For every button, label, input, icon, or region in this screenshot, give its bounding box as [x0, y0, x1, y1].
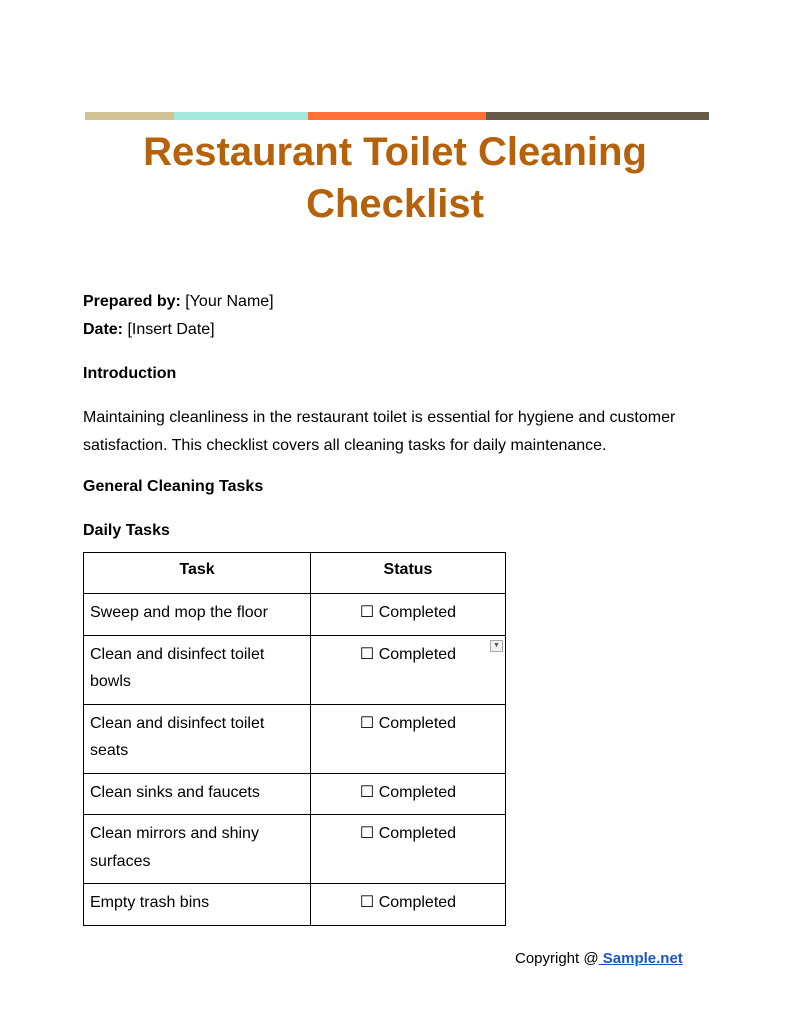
date-value: [Insert Date] — [127, 321, 215, 338]
task-cell: Clean and disinfect toilet seats — [84, 704, 311, 773]
task-cell: Empty trash bins — [84, 884, 311, 926]
table-row — [84, 773, 506, 815]
copyright-text: Copyright @ — [515, 950, 599, 967]
status-checkbox[interactable]: ☐ Completed — [311, 815, 506, 884]
daily-tasks-heading: Daily Tasks — [83, 522, 170, 539]
dropdown-arrow-icon[interactable]: ▼ — [490, 640, 503, 652]
status-checkbox[interactable]: ☐ Completed — [311, 594, 506, 636]
table-row — [84, 884, 506, 926]
table-row — [84, 594, 506, 636]
column-header-task: Task — [84, 553, 311, 594]
status-checkbox[interactable]: ☐ Completed — [311, 773, 506, 815]
general-tasks-heading: General Cleaning Tasks — [83, 478, 264, 495]
task-cell: Clean mirrors and shiny surfaces — [84, 815, 311, 884]
prepared-by-line — [83, 293, 274, 311]
bar-segment-mint — [174, 112, 308, 120]
date-line — [83, 321, 215, 339]
introduction-text: Maintaining cleanliness in the restaurant toilet is essential for hygiene and customer satisfaction. This checklist covers all cleaning tasks for daily maintenance. — [83, 409, 676, 454]
table-row — [84, 815, 506, 884]
task-cell: Clean and disinfect toilet bowls — [84, 635, 311, 704]
table-row — [84, 704, 506, 773]
status-checkbox[interactable]: ☐ Completed — [311, 704, 506, 773]
prepared-by-value: [Your Name] — [185, 293, 274, 310]
introduction-heading: Introduction — [83, 365, 177, 382]
page-title: Restaurant Toilet Cleaning Checklist — [143, 130, 647, 226]
column-header-status: Status — [311, 553, 506, 594]
footer-copyright — [515, 950, 683, 967]
status-checkbox[interactable]: ☐ Completed — [359, 645, 457, 663]
prepared-by-label: Prepared by: — [83, 293, 181, 310]
daily-tasks-table — [83, 552, 506, 926]
decorative-color-bar — [85, 112, 709, 120]
task-cell: Clean sinks and faucets — [84, 773, 311, 815]
date-label: Date: — [83, 321, 124, 338]
task-cell: Sweep and mop the floor — [84, 594, 311, 636]
table-header-row — [84, 553, 506, 594]
bar-segment-orange — [308, 112, 486, 120]
bar-segment-brown — [486, 112, 709, 120]
bar-segment-tan — [85, 112, 174, 120]
status-checkbox[interactable]: ☐ Completed — [311, 884, 506, 926]
table-row — [84, 635, 506, 704]
status-checkbox-cell[interactable] — [311, 635, 506, 704]
sample-net-link[interactable]: Sample.net — [598, 950, 683, 967]
